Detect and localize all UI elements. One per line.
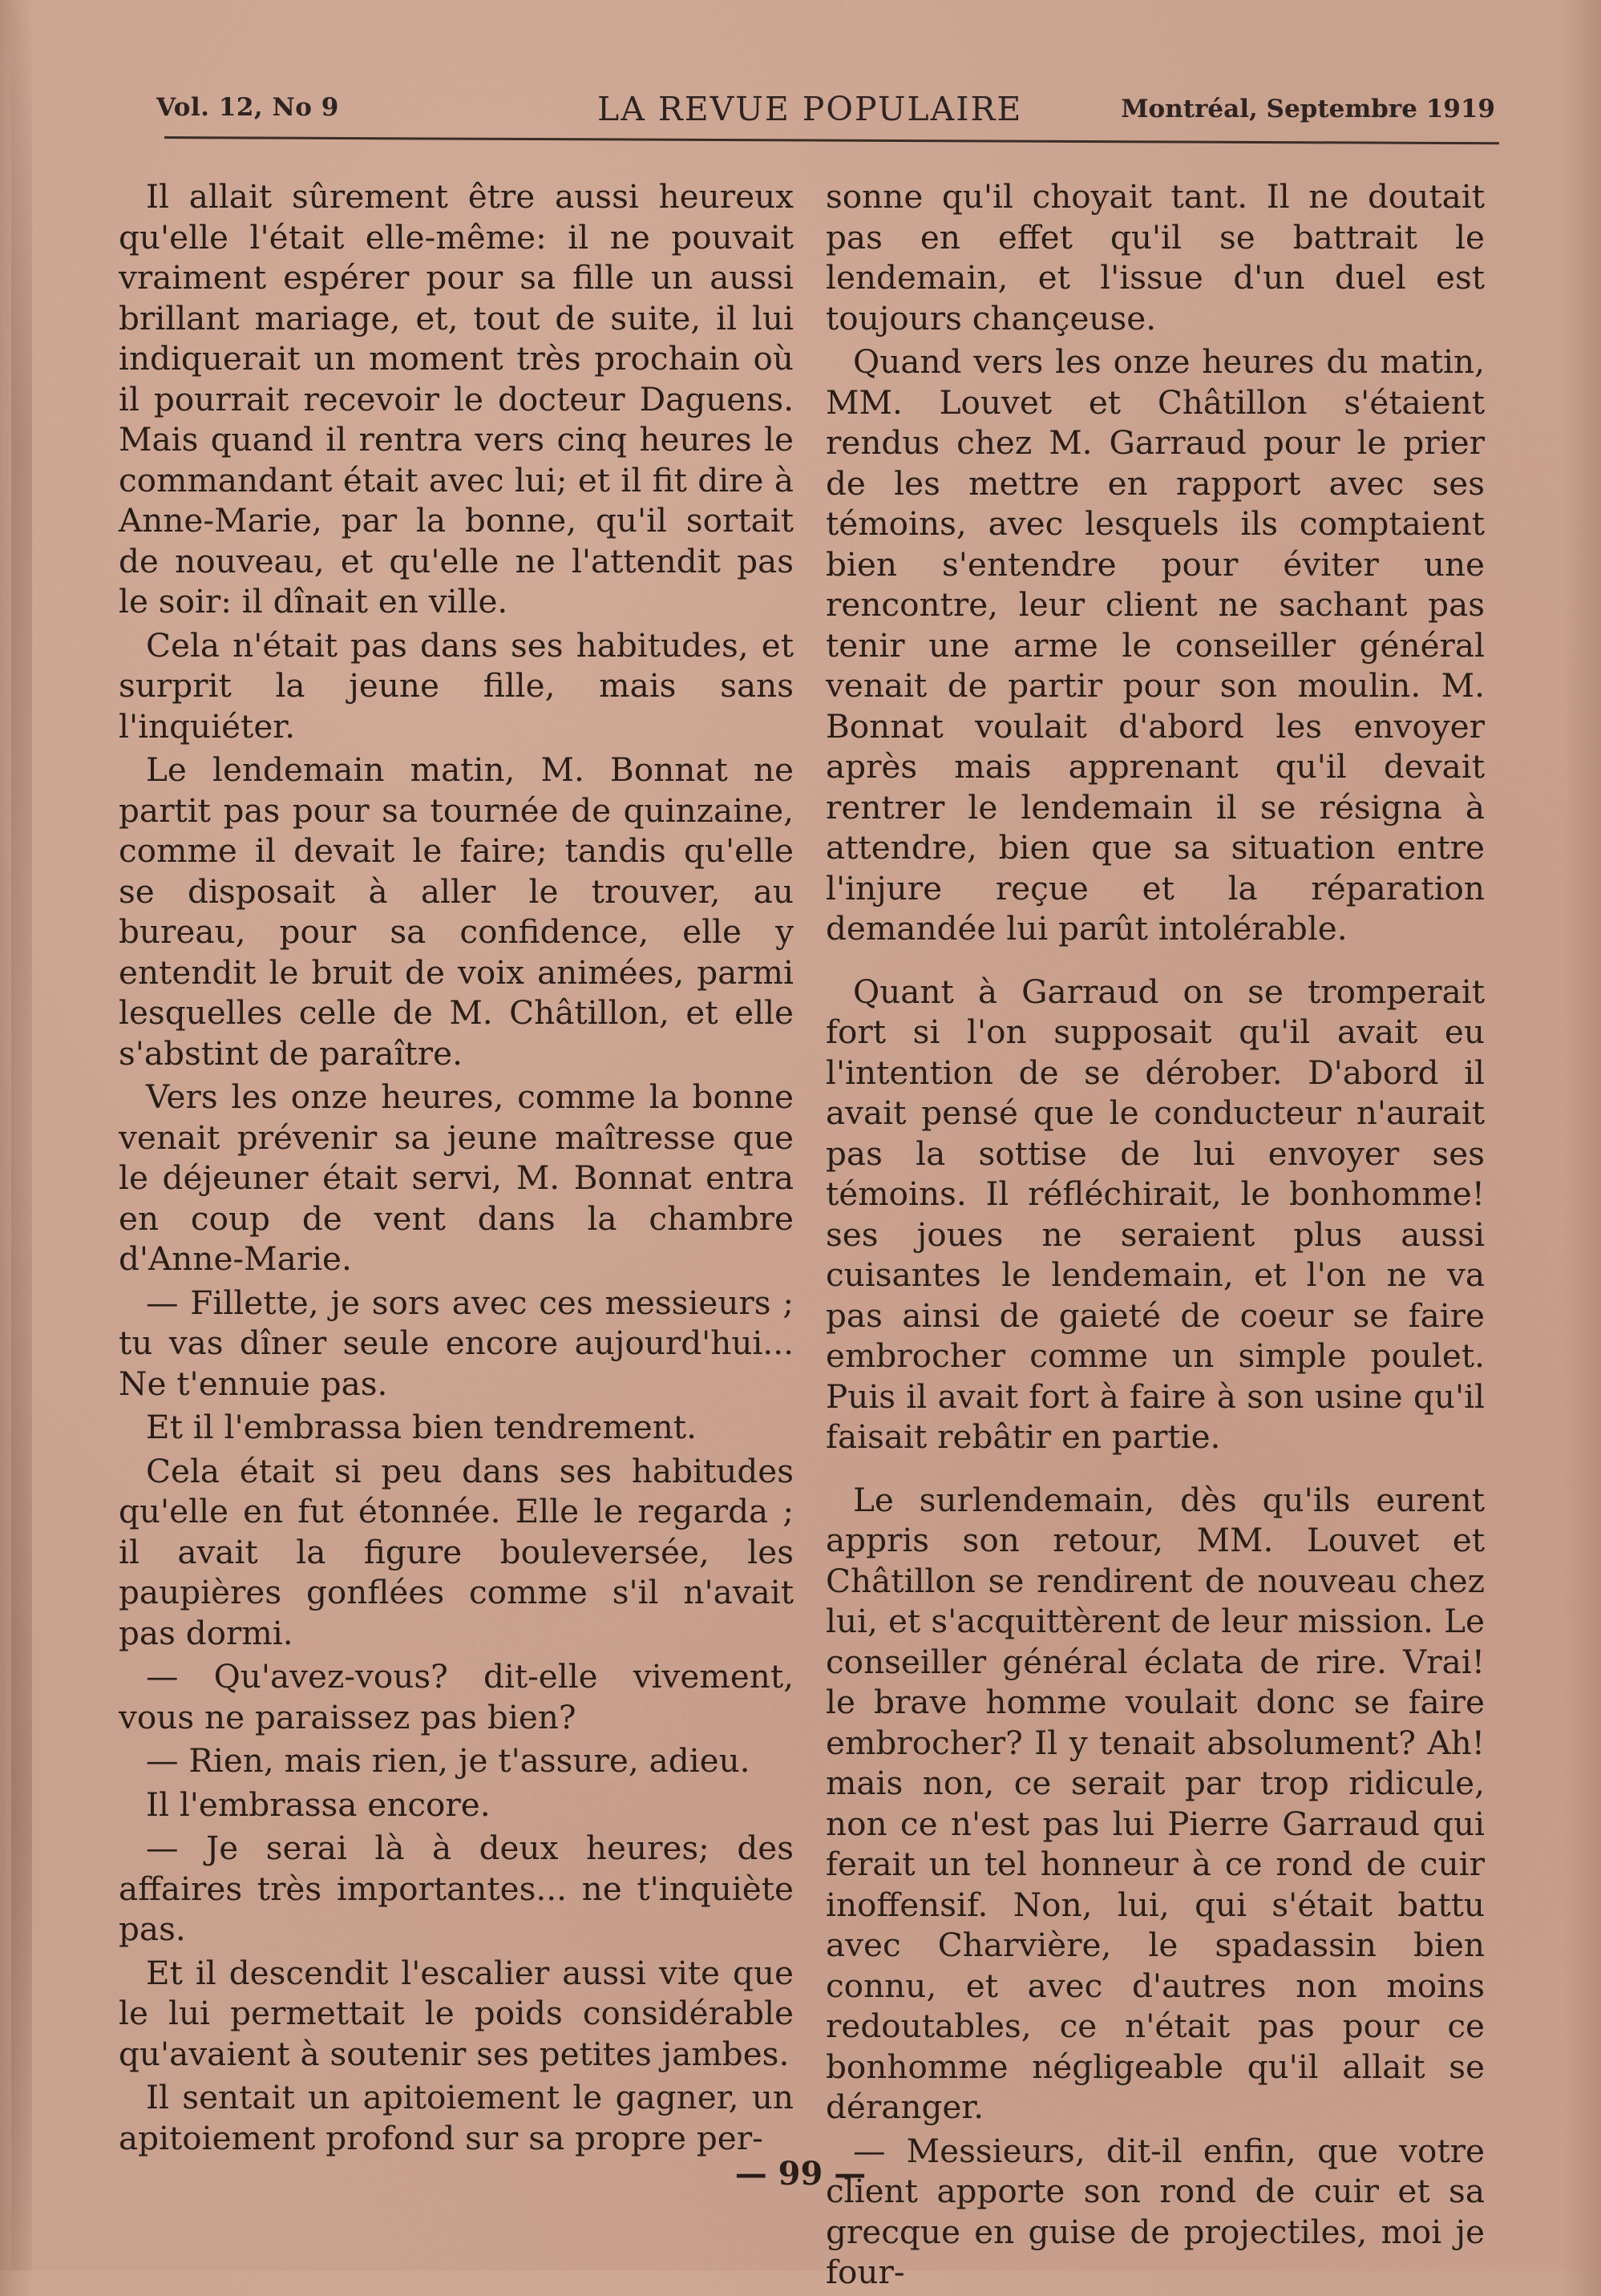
paragraph: Le surlendemain, dès qu'ils eurent appris son retour, MM. Louvet et Châtillon se rendirent de nouveau chez lui, et s'acquittèrent de leur mission. Le conseiller général éclata de rire. Vrai! le brave homme voulait donc se faire embrocher? Il y tenait absolument? Ah! mais non, ce serait par trop ridicule, non ce n'est pas lui Pierre Garraud qui ferait un tel honneur à ce rond de cuir inoffensif. Non, lui, qui s'était battu avec Charvière, le spadassin bien connu, et avec d'autres non moins redoutables, ce n'était pas pour ce bonhomme négligeable qu'il allait se déranger. — [826, 1480, 1485, 2126]
binding-margin — [11, 0, 32, 2270]
right-column — [826, 176, 1485, 2296]
paragraph: Il allait sûrement être aussi heureux qu'elle l'était elle-même: il ne pouvait vraiment espérer pour sa fille un aussi brillant mariage, et, tout de suite, il lui indiquerait un moment très prochain où il pourrait recevoir le docteur Daguens. Mais quand il rentra vers cinq heures le commandant était avec lui; et il fit dire à Anne-Marie, par la bonne, qu'il sortait de nouveau, et qu'elle ne l'attendit pas le soir: il dînait en ville. — [119, 177, 794, 620]
journal-title: LA REVUE POPULAIRE — [597, 90, 1023, 128]
paragraph: Vers les onze heures, comme la bonne venait prévenir sa jeune maîtresse que le déjeuner était servi, M. Bonnat entra en coup de vent dans la chambre d'Anne-Marie. — [119, 1077, 794, 1278]
volume-number: Vol. 12, No 9 — [156, 93, 339, 122]
paragraph: Le lendemain matin, M. Bonnat ne partit pas pour sa tournée de quinzaine, comme il devait le faire; tandis qu'elle se disposait à aller le trouver, au bureau, pour sa confidence, elle y entendit le bruit de voix animées, parmi lesquelles celle de M. Châtillon, et elle s'abstint de paraître. — [119, 750, 794, 1073]
paragraph: Et il l'embrassa bien tendrement. — [146, 1408, 697, 1446]
paragraph: Il l'embrassa encore. — [146, 1785, 491, 1824]
paragraph: — Fillette, je sors avec ces messieurs ; tu vas dîner seule encore aujourd'hui... Ne t'ennuie pas. — [119, 1283, 794, 1403]
paragraph: — Qu'avez-vous? dit-elle vivement, vous ne paraissez pas bien? — [119, 1657, 794, 1736]
paragraph: Et il descendit l'escalier aussi vite que le lui permettait le poids considérable qu'avaient à soutenir ses petites jambes. — [119, 1953, 794, 2073]
paragraph: — Messieurs, dit-il enfin, que votre client apporte son rond de cuir et sa grecque en guise de projectiles, moi je four- — [826, 2131, 1485, 2291]
paragraph: Quant à Garraud on se tromperait fort si l'on supposait qu'il avait eu l'intention de se dérober. D'abord il avait pensé que le conducteur n'aurait pas la sottise de lui envoyer ses témoins. Il réfléchirait, le bonhomme! ses joues ne seraient plus aussi cuisantes le lendemain, et l'on ne va pas ainsi de gaieté de coeur se faire embrocher comme un simple poulet. Puis il avait fort à faire à son usine qu'il faisait rebâtir en partie. — [826, 972, 1485, 1456]
running-header — [156, 90, 1495, 146]
paragraph: Cela n'était pas dans ses habitudes, et surprit la jeune fille, mais sans l'inquiéter. — [119, 625, 794, 746]
paragraph: Cela était si peu dans ses habitudes qu'elle en fut étonnée. Elle le regarda ; il avait la figure bouleversée, les paupières gonflées comme s'il n'avait pas dormi. — [119, 1451, 794, 1652]
paragraph: — Rien, mais rien, je t'assure, adieu. — [146, 1741, 750, 1780]
paragraph: Quand vers les onze heures du matin, MM. Louvet et Châtillon s'étaient rendus chez M. Garraud pour le prier de les mettre en rapport avec ses témoins, avec lesquels ils comptaient bien s'entendre pour éviter une rencontre, leur client ne sachant pas tenir une arme le conseiller général venait de partir pour son moulin. M. Bonnat voulait d'abord les envoyer après mais apprenant qu'il devait rentrer le lendemain il se résigna à attendre, bien que sa situation entre l'injure reçue et la réparation demandée lui parût intolérable. — [826, 342, 1485, 948]
header-rule — [164, 136, 1499, 144]
left-column — [119, 176, 794, 2161]
page-number: — 99 — — [734, 2155, 867, 2193]
paragraph: sonne qu'il choyait tant. Il ne doutait pas en effet qu'il se battrait le lendemain, et l'issue d'un duel est toujours chançeuse. — [826, 177, 1485, 338]
paragraph: — Je serai là à deux heures; des affaires très importantes... ne t'inquiète pas. — [119, 1829, 794, 1948]
place-date: Montréal, Septembre 1919 — [1121, 95, 1495, 123]
paragraph: Il sentait un apitoiement le gagner, un apitoiement profond sur sa propre per- — [119, 2078, 794, 2157]
